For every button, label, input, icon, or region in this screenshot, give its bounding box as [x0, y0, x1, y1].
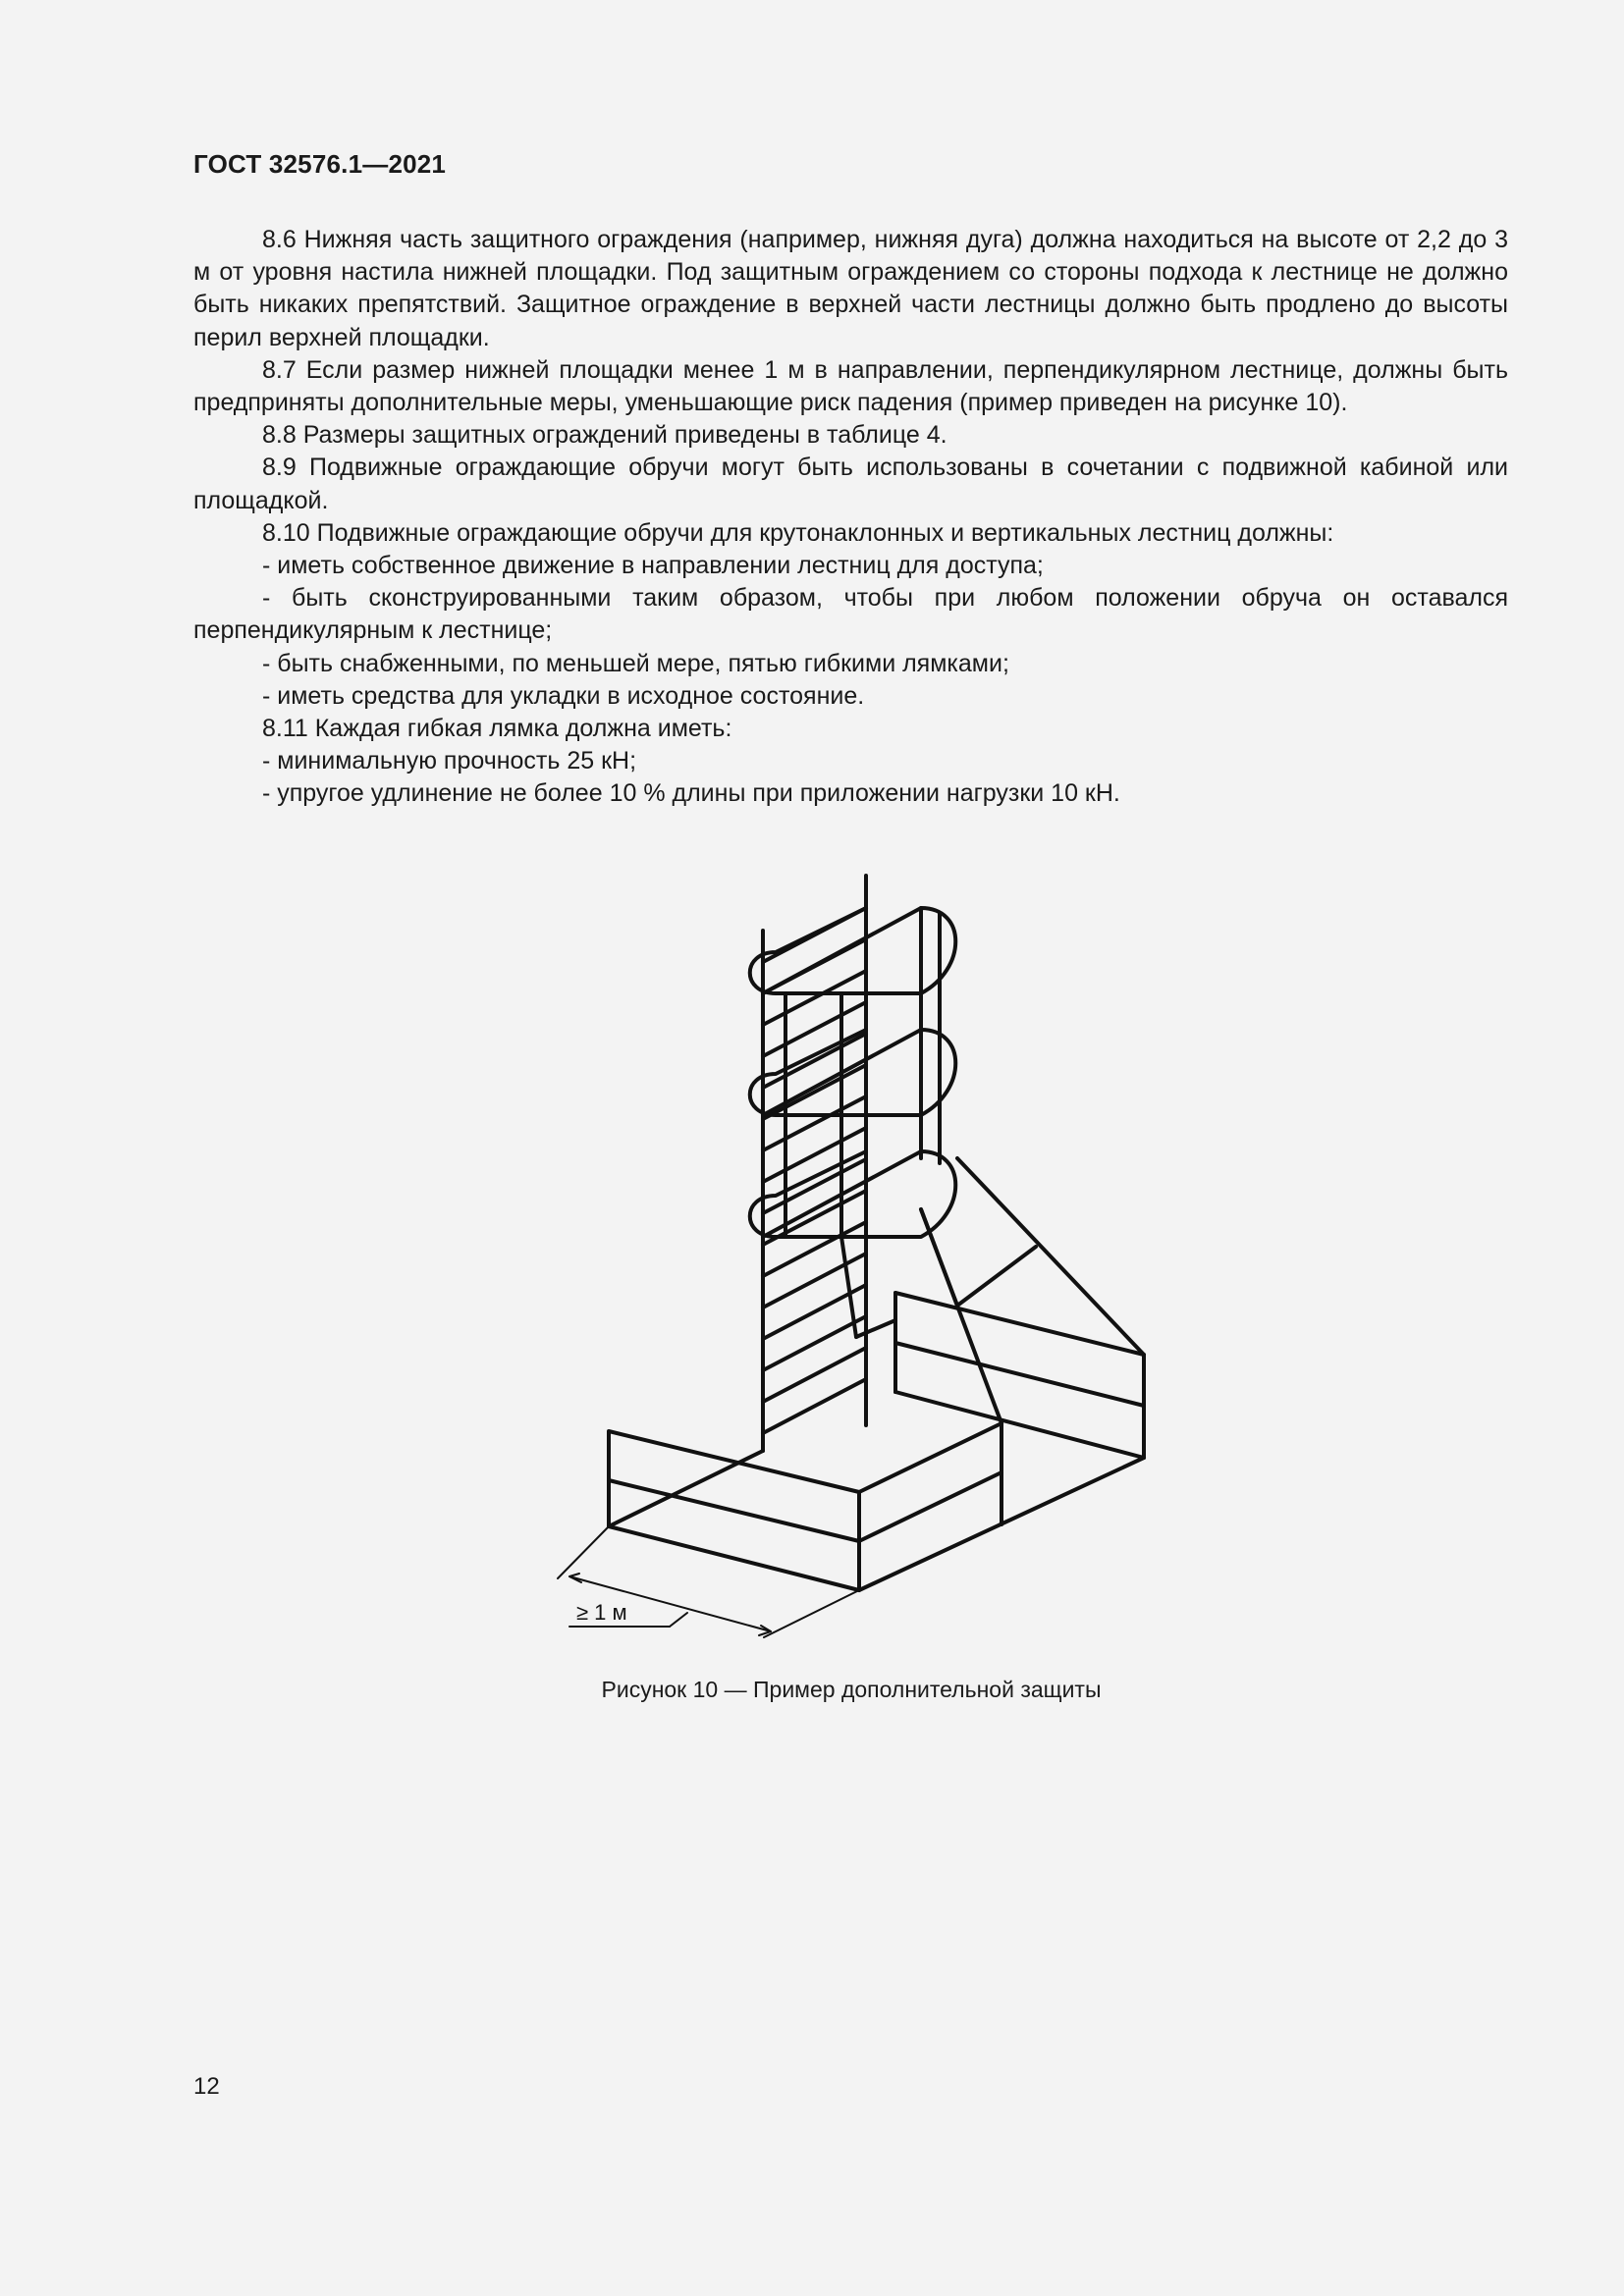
- body-text: [193, 224, 1508, 811]
- paragraph-8-8: 8.8 Размеры защитных ограждений приведены в таблице 4.: [262, 421, 947, 450]
- paragraph-8-11: 8.11 Каждая гибкая лямка должна иметь:: [262, 715, 732, 743]
- document-header: ГОСТ 32576.1—2021: [193, 149, 447, 179]
- paragraph-8-10: 8.10 Подвижные ограждающие обручи для крутонаклонных и вертикальных лестниц должны:: [262, 518, 1334, 547]
- paragraph-8-6: 8.6 Нижняя часть защитного ограждения (например, нижняя дуга) должна находиться на высоте от 2,2 до 3 м от уровня настила нижней площадки. Под защитным ограждением со стороны подхода к лестнице не должно быть никаких препятствий. Защитное ограждение в верхней части лестницы должно быть продлено до высоты перил верхней площадки.: [193, 226, 1508, 351]
- page-number: 12: [193, 2073, 220, 2100]
- ladder-protection-drawing: [530, 864, 1159, 1639]
- list-item: - быть сконструированными таким образом, чтобы при любом положении обруча он оставался перпендикулярным к лестнице;: [193, 584, 1508, 645]
- list-item: - упругое удлинение не более 10 % длины при приложении нагрузки 10 кН.: [262, 779, 1120, 808]
- figure-caption: [0, 1677, 1624, 1703]
- dimension-label: ≥ 1 м: [576, 1600, 627, 1625]
- paragraph-8-7: 8.7 Если размер нижней площадки менее 1 м в направлении, перпендикулярном лестнице, должны быть предприняты дополнительные меры, уменьшающие риск падения (пример приведен на рисунке 10).: [193, 355, 1508, 417]
- list-item: - быть снабженными, по меньшей мере, пятью гибкими лямками;: [262, 649, 1009, 677]
- list-item: - иметь собственное движение в направлении лестниц для доступа;: [262, 552, 1044, 580]
- figure-caption-text: Рисунок 10 — Пример дополнительной защиты: [601, 1677, 1102, 1702]
- figure-10: [530, 864, 1159, 1639]
- paragraph-8-9: 8.9 Подвижные ограждающие обручи могут быть использованы в сочетании с подвижной кабиной или площадкой.: [193, 454, 1508, 514]
- list-item: - минимальную прочность 25 кН;: [262, 747, 637, 775]
- list-item: - иметь средства для укладки в исходное состояние.: [262, 681, 865, 710]
